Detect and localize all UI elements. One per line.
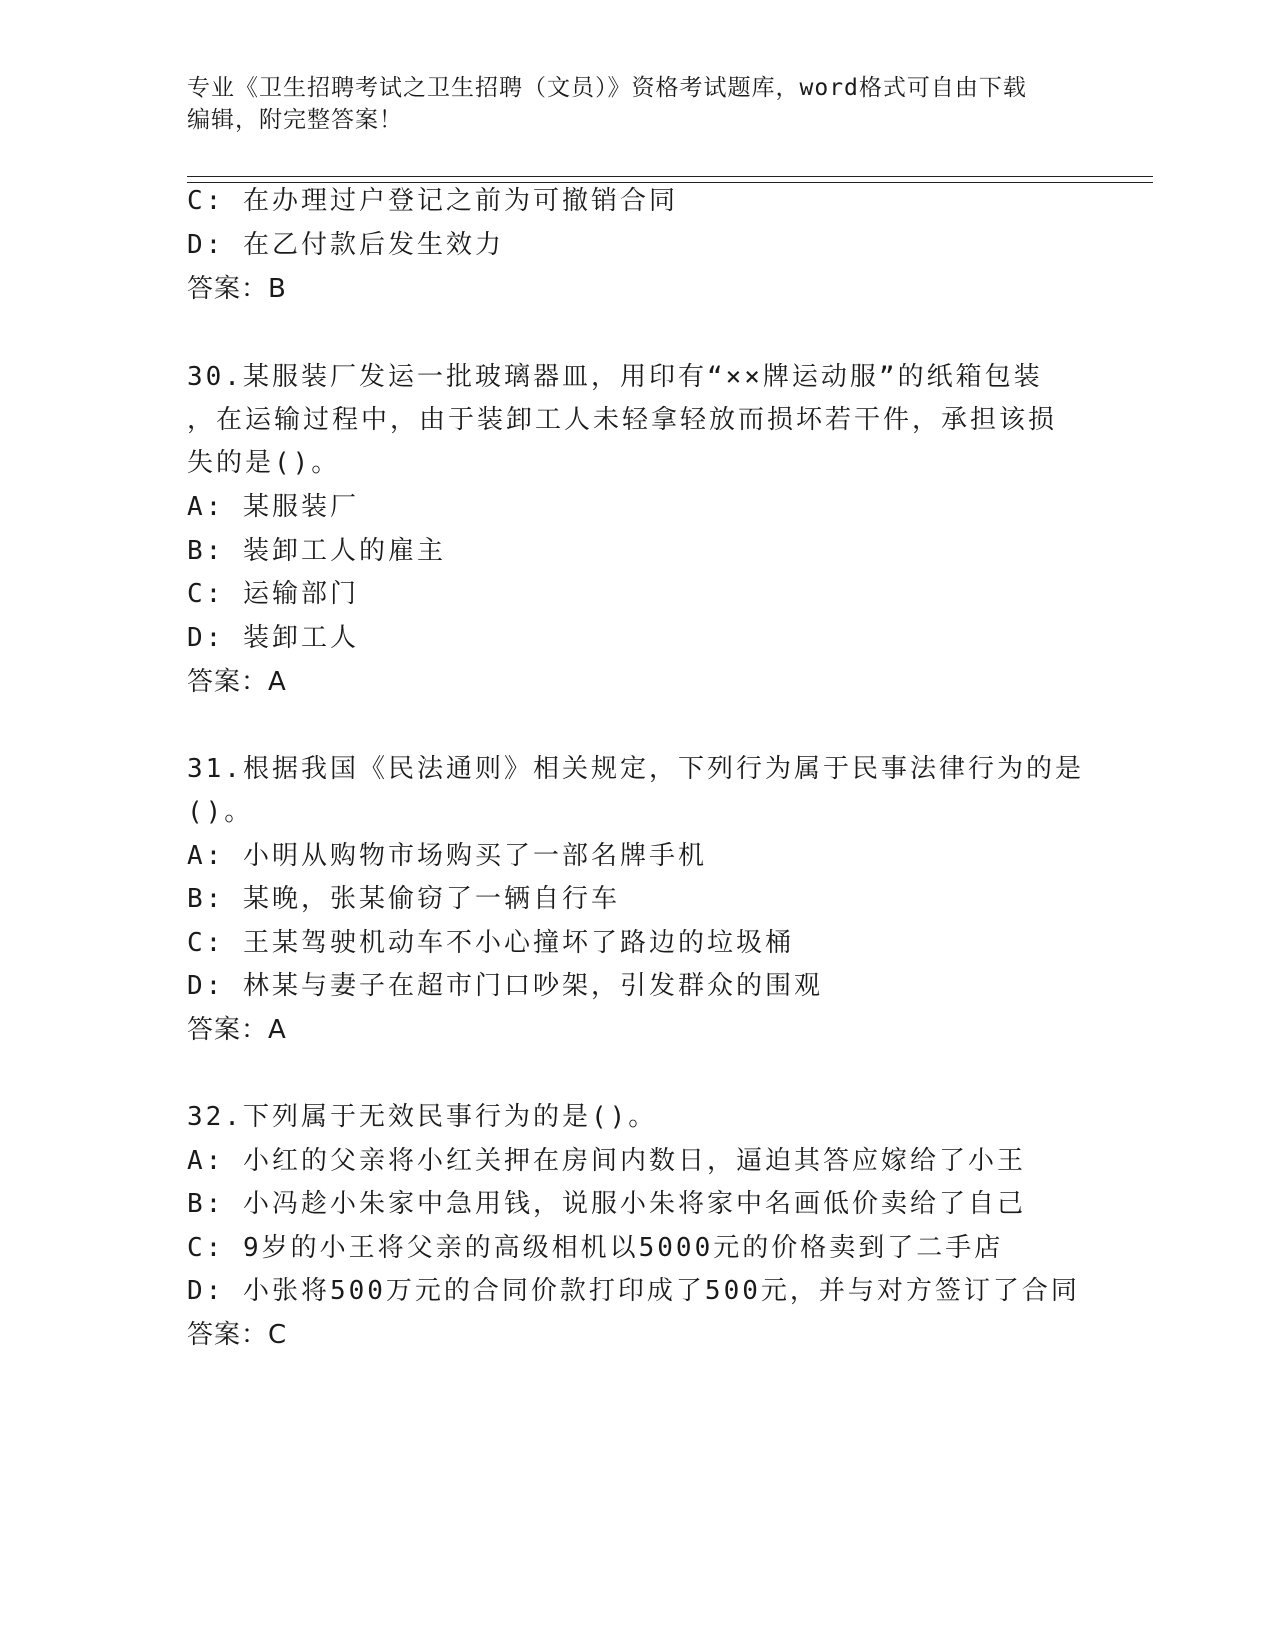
q31-option-c: C: 王某驾驶机动车不小心撞坏了路边的垃圾桶 — [187, 928, 794, 958]
document-header — [187, 72, 1087, 136]
q31-option-b: B: 某晚，张某偷窃了一辆自行车 — [187, 884, 620, 914]
header-line-1: 专业《卫生招聘考试之卫生招聘（文员）》资格考试题库，word格式可自由下载 — [187, 75, 1027, 101]
q32-option-c: C: 9岁的小王将父亲的高级相机以5000元的价格卖到了二手店 — [187, 1233, 1004, 1263]
q30-stem-line-1: 30.某服装厂发运一批玻璃器皿，用印有“××牌运动服”的纸箱包装 — [187, 362, 1043, 392]
header-divider-top — [187, 176, 1153, 177]
q31-answer: 答案：A — [187, 1015, 287, 1045]
q32-option-a: A: 小红的父亲将小红关押在房间内数日，逼迫其答应嫁给了小王 — [187, 1146, 1026, 1176]
q30-stem-line-2: ，在运输过程中，由于装卸工人未轻拿轻放而损坏若干件，承担该损 — [187, 405, 1058, 435]
q30-stem-line-3: 失的是()。 — [187, 448, 341, 478]
q31-stem-line-2: ()。 — [187, 797, 254, 827]
q32-stem-line-1: 32.下列属于无效民事行为的是()。 — [187, 1102, 658, 1132]
q30-option-c: C: 运输部门 — [187, 579, 359, 609]
prev-option-d: D: 在乙付款后发生效力 — [187, 230, 504, 260]
q30-answer: 答案：A — [187, 667, 287, 697]
q31-stem-line-1: 31.根据我国《民法通则》相关规定，下列行为属于民事法律行为的是 — [187, 754, 1084, 784]
header-line-2: 编辑，附完整答案！ — [187, 107, 403, 133]
q31-option-a: A: 小明从购物市场购买了一部名牌手机 — [187, 841, 707, 871]
q32-answer: 答案：C — [187, 1320, 288, 1350]
q30-option-a: A: 某服装厂 — [187, 492, 359, 522]
prev-option-c: C: 在办理过户登记之前为可撤销合同 — [187, 186, 678, 216]
q31-option-d: D: 林某与妻子在超市门口吵架，引发群众的围观 — [187, 971, 823, 1001]
q30-option-b: B: 装卸工人的雇主 — [187, 536, 446, 566]
q32-option-b: B: 小冯趁小朱家中急用钱，说服小朱将家中名画低价卖给了自己 — [187, 1189, 1026, 1219]
q32-option-d: D: 小张将500万元的合同价款打印成了500元，并与对方签订了合同 — [187, 1276, 1080, 1306]
q30-option-d: D: 装卸工人 — [187, 623, 359, 653]
prev-answer: 答案：B — [187, 274, 287, 304]
header-divider-bottom — [187, 182, 1153, 183]
